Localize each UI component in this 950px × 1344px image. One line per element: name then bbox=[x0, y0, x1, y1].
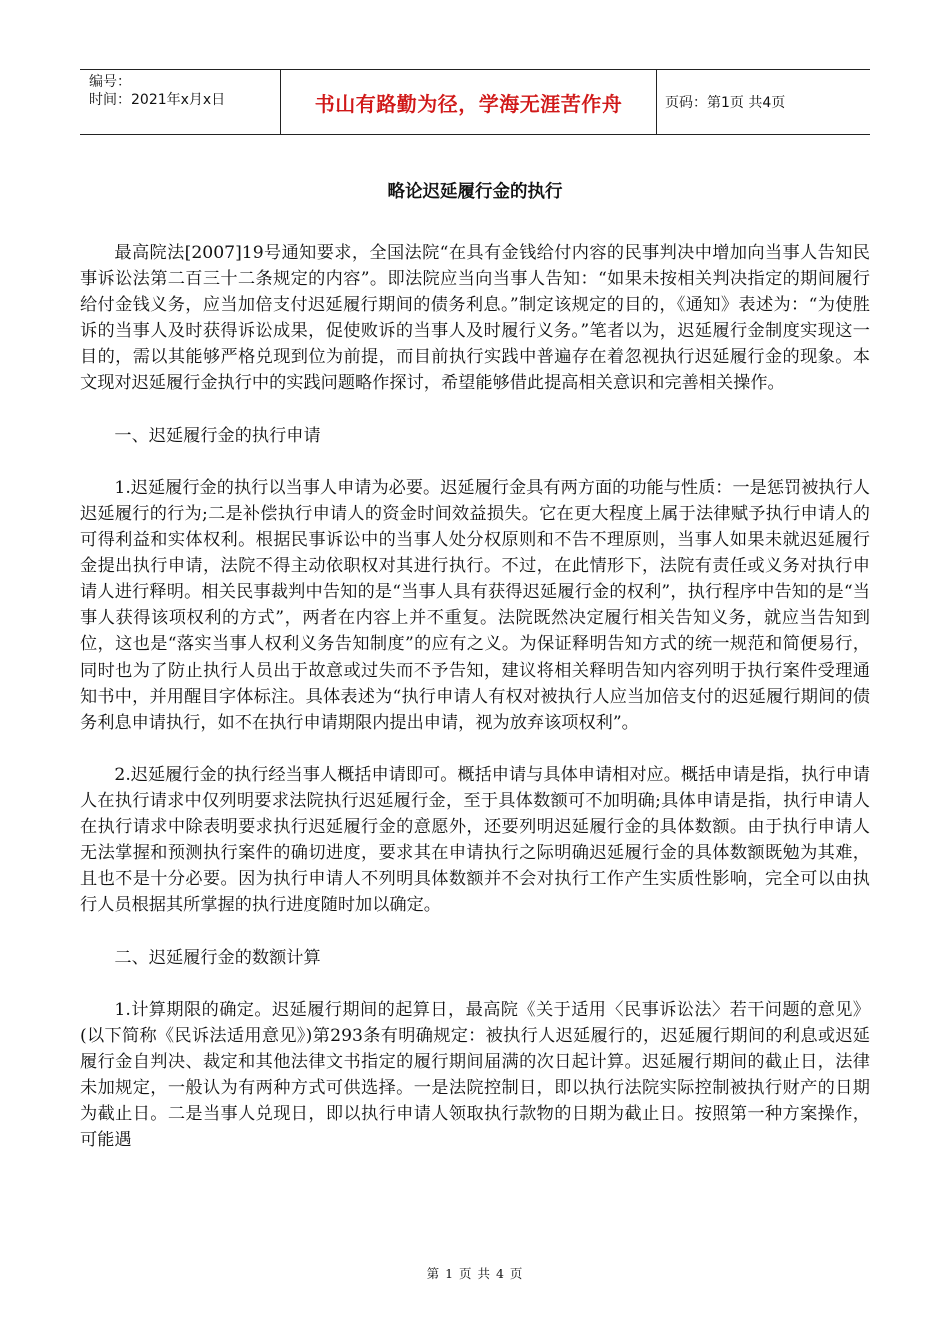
document-header bbox=[80, 69, 870, 135]
paragraph-intro: 最高院法[2007]19号通知要求，全国法院“在具有金钱给付内容的民事判决中增加向当事人告知民事诉讼法第二百三十二条规定的内容”。即法院应当向当事人告知：“如果未按相关判决指定的期间履行给付金钱义务，应当加倍支付迟延履行期间的债务利息。”制定该规定的目的，《通知》表述为：“为使胜诉的当事人及时获得诉讼成果，促使败诉的当事人及时履行义务。”笔者以为，迟延履行金制度实现这一目的，需以其能够严格兑现到位为前提，而目前执行实践中普遍存在着忽视执行迟延履行金的现象。本文现对迟延履行金执行中的实践问题略作探讨，希望能够借此提高相关意识和完善相关操作。 bbox=[80, 243, 870, 394]
section-heading-2: 二、迟延履行金的数额计算 bbox=[114, 947, 321, 968]
paragraph-1-1: 1.迟延履行金的执行以当事人申请为必要。迟延履行金具有两方面的功能与性质：一是惩罚被执行人迟延履行的行为;二是补偿执行申请人的资金时间效益损失。它在更大程度上属于法律赋予执行申请人的可得利益和实体权利。根据民事诉讼中的当事人处分权原则和不告不理原则，当事人如果未就迟延履行金提出执行申请，法院不得主动依职权对其进行执行。不过，在此情形下，法院有责任或义务对执行申请人进行释明。相关民事裁判中告知的是“当事人具有获得迟延履行金的权利”，执行程序中告知的是“当事人获得该项权利的方式”，两者在内容上并不重复。法院既然决定履行相关告知义务，就应当告知到位，这也是“落实当事人权利义务告知制度”的应有之义。为保证释明告知方式的统一规范和简便易行，同时也为了防止执行人员出于故意或过失而不予告知，建议将相关释明告知内容列明于执行案件受理通知书中，并用醒目字体标注。具体表述为“执行申请人有权对被执行人应当加倍支付的迟延履行期间的债务利息申请执行，如不在执行申请期限内提出申请，视为放弃该项权利”。 bbox=[80, 477, 870, 733]
paragraph-1-2: 2.迟延履行金的执行经当事人概括申请即可。概括申请与具体申请相对应。概括申请是指，执行申请人在执行请求中仅列明要求法院执行迟延履行金，至于具体数额可不加明确;具体申请是指，执行申请人在执行请求中除表明要求执行迟延履行金的意愿外，还要列明迟延履行金的具体数额。由于执行申请人无法掌握和预测执行案件的确切进度，要求其在申请执行之际明确迟延履行金的具体数额既勉为其难，且也不是十分必要。因为执行申请人不列明具体数额并不会对执行工作产生实质性影响，完全可以由执行人员根据其所掌握的执行进度随时加以确定。 bbox=[80, 764, 870, 916]
section-heading-1: 一、迟延履行金的执行申请 bbox=[114, 425, 321, 446]
header-page-cell bbox=[657, 70, 870, 134]
page-footer: 第 1 页 共 4 页 bbox=[426, 1266, 524, 1281]
header-meta-cell bbox=[80, 70, 281, 134]
header-motto: 书山有路勤为径，学海无涯苦作舟 bbox=[314, 91, 623, 116]
header-page-number: 页码：第1页 共4页 bbox=[665, 95, 786, 111]
header-motto-cell bbox=[281, 70, 657, 134]
document-number-label: 编号： bbox=[89, 74, 131, 90]
document-date-label: 时间：2021年x月x日 bbox=[89, 92, 226, 108]
document-title: 略论迟延履行金的执行 bbox=[387, 182, 563, 202]
paragraph-2-1: 1.计算期限的确定。迟延履行期间的起算日，最高院《关于适用〈民事诉讼法〉若干问题的意见》(以下简称《民诉法适用意见》)第293条有明确规定：被执行人迟延履行的，迟延履行期间的利息或迟延履行金自判决、裁定和其他法律文书指定的履行期间届满的次日起计算。迟延履行期间的截止日，法律未加规定，一般认为有两种方式可供选择。一是法院控制日，即以执行法院实际控制被执行财产的日期为截止日。二是当事人兑现日，即以执行申请人领取执行款物的日期为截止日。按照第一种方案操作，可能遇 bbox=[80, 999, 870, 1151]
document-body bbox=[80, 240, 870, 1179]
